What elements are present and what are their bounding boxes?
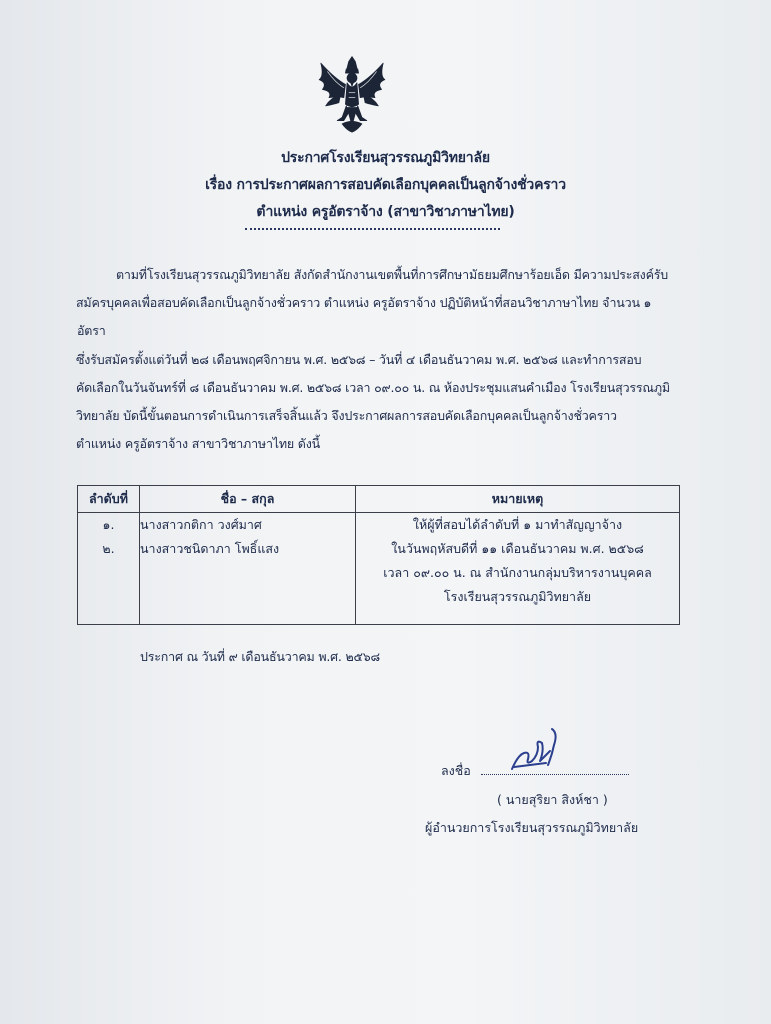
announcement-position: ตำแหน่ง ครูอัตราจ้าง (สาขาวิชาภาษาไทย) — [256, 204, 515, 220]
results-table — [77, 485, 680, 625]
body-line: อัตรา — [77, 323, 106, 338]
remark-line: ในวันพฤหัสบดีที่ ๑๑ เดือนธันวาคม พ.ศ. ๒๕๖๘ — [391, 541, 644, 556]
candidate-name: นางสาวกติกา วงศ์มาศ — [140, 517, 262, 532]
name-cell — [140, 513, 356, 625]
candidate-name: นางสาวชนิดาภา โพธิ์แสง — [140, 541, 280, 556]
column-header: ลำดับที่ — [78, 486, 140, 513]
body-line: ซึ่งรับสมัครตั้งแต่วันที่ ๒๘ เดือนพฤศจิกายน พ.ศ. ๒๕๖๘ – วันที่ ๔ เดือนธันวาคม พ.ศ. ๒๕๖๘ และทำการสอบ — [76, 352, 642, 367]
column-header: ชื่อ – สกุล — [140, 486, 356, 513]
body-line: วิทยาลัย บัดนี้ขั้นตอนการดำเนินการเสร็จสิ้นแล้ว จึงประกาศผลการสอบคัดเลือกบุคคลเป็นลูกจ้างชั่วคราว — [76, 408, 617, 423]
signature-label: ลงชื่อ — [441, 763, 471, 778]
remark-line: โรงเรียนสุวรรณภูมิวิทยาลัย — [443, 589, 592, 604]
order-number: ๑. — [102, 517, 115, 532]
signer-name: ( นายสุริยา สิงห์ชา ) — [497, 792, 608, 807]
body-line: ตำแหน่ง ครูอัตราจ้าง สาขาวิชาภาษาไทย ดังนี้ — [76, 436, 320, 451]
order-number: ๒. — [102, 541, 115, 556]
body-line: ตามที่โรงเรียนสุวรรณภูมิวิทยาลัย สังกัดสำนักงานเขตพื้นที่การศึกษามัธยมศึกษาร้อยเอ็ด มีความประสงค์รับ — [116, 267, 668, 282]
order-cell — [78, 513, 140, 625]
signer-position: ผู้อำนวยการโรงเรียนสุวรรณภูมิวิทยาลัย — [425, 820, 639, 835]
handwritten-signature — [508, 725, 568, 775]
remark-line: ให้ผู้ที่สอบได้ลำดับที่ ๑ มาทำสัญญาจ้าง — [412, 517, 623, 532]
column-header: หมายเหตุ — [356, 486, 680, 513]
remark-cell — [356, 513, 680, 625]
announcement-title: ประกาศโรงเรียนสุวรรณภูมิวิทยาลัย — [281, 150, 490, 166]
body-line: สมัครบุคคลเพื่อสอบคัดเลือกเป็นลูกจ้างชั่วคราว ตำแหน่ง ครูอัตราจ้าง ปฏิบัติหน้าที่สอนวิชาภาษาไทย จำนวน ๑ — [76, 295, 652, 310]
garuda-emblem-icon — [311, 55, 393, 137]
announce-date: ประกาศ ณ วันที่ ๙ เดือนธันวาคม พ.ศ. ๒๕๖๘ — [140, 649, 380, 664]
table-row — [78, 513, 680, 625]
announcement-subject: เรื่อง การประกาศผลการสอบคัดเลือกบุคคลเป็นลูกจ้างชั่วคราว — [205, 177, 566, 193]
body-line: คัดเลือกในวันจันทร์ที่ ๘ เดือนธันวาคม พ.ศ. ๒๕๖๘ เวลา ๐๙.๐๐ น. ณ ห้องประชุมแสนคำเมือง โรงเรียนสุวรรณภูมิ — [76, 380, 670, 395]
title-divider — [245, 228, 500, 230]
table-header-row — [78, 486, 680, 513]
remark-line: เวลา ๐๙.๐๐ น. ณ สำนักงานกลุ่มบริหารงานบุคคล — [383, 565, 652, 580]
